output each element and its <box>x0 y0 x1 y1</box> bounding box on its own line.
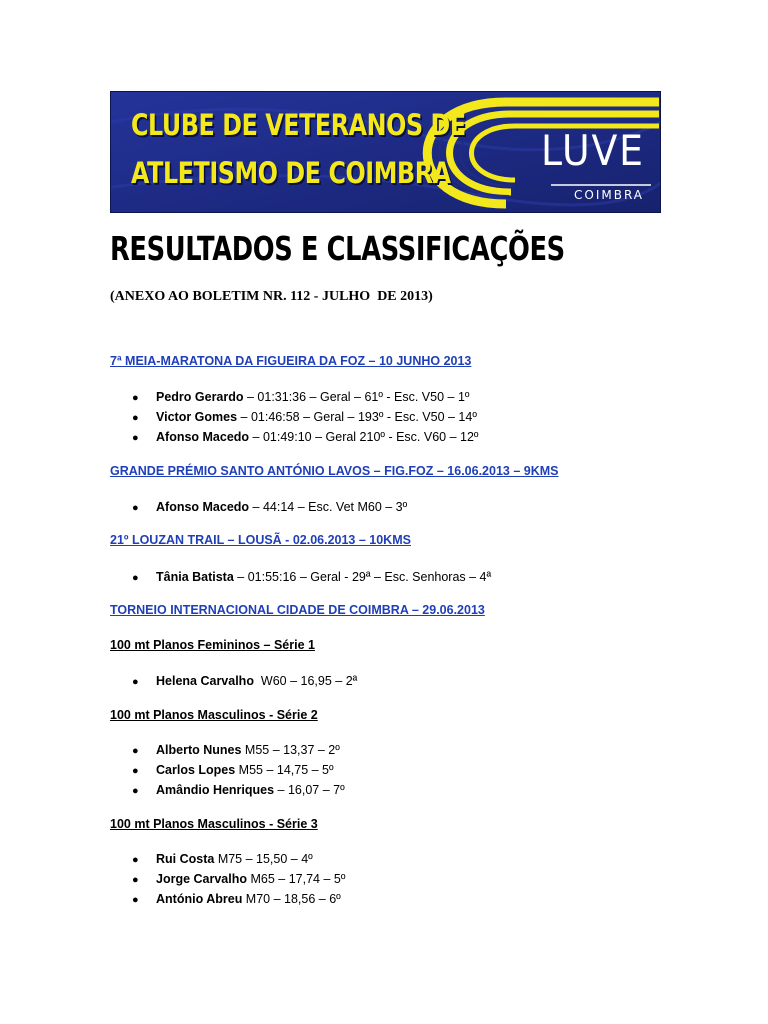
section-heading[interactable]: TORNEIO INTERNACIONAL CIDADE DE COIMBRA – 29.06.2013 <box>110 603 485 617</box>
bullet-icon: ● <box>132 745 139 757</box>
logo-subtext: COIMBRA <box>574 188 645 202</box>
bullet-icon: ● <box>132 765 139 777</box>
list-item: ● Carlos Lopes M55 – 14,75 – 5º <box>132 763 334 777</box>
list-item: ● Rui Costa M75 – 15,50 – 4º <box>132 852 313 866</box>
list-item: ● Tânia Batista – 01:55:16 – Geral - 29ª – Esc. Senhoras – 4ª <box>132 570 492 584</box>
section-heading[interactable]: 7ª MEIA-MARATONA DA FIGUEIRA DA FOZ – 10 JUNHO 2013 <box>110 354 472 368</box>
bullet-icon: ● <box>132 572 139 584</box>
list-item: ● Pedro Gerardo – 01:31:36 – Geral – 61º - Esc. V50 – 1º <box>132 390 470 404</box>
list-item: ● Helena Carvalho W60 – 16,95 – 2ª <box>132 674 358 688</box>
banner-line-2: ATLETISMO DE COIMBRA <box>131 156 451 190</box>
bullet-icon: ● <box>132 412 139 424</box>
sub-heading: 100 mt Planos Femininos – Série 1 <box>110 638 315 652</box>
bullet-icon: ● <box>132 392 139 404</box>
page-title: RESULTADOS E CLASSIFICAÇÕES <box>110 229 565 268</box>
sub-heading: 100 mt Planos Masculinos - Série 3 <box>110 817 318 831</box>
club-banner <box>110 91 661 213</box>
list-item: ● Amândio Henriques – 16,07 – 7º <box>132 783 345 797</box>
bullet-icon: ● <box>132 676 139 688</box>
bullet-icon: ● <box>132 894 139 906</box>
bullet-icon: ● <box>132 854 139 866</box>
bullet-icon: ● <box>132 874 139 886</box>
page-subtitle: (ANEXO AO BOLETIM NR. 112 - JULHO DE 2013) <box>110 289 433 304</box>
bullet-icon: ● <box>132 785 139 797</box>
list-item: ● Victor Gomes – 01:46:58 – Geral – 193º - Esc. V50 – 14º <box>132 410 477 424</box>
list-item: ● Jorge Carvalho M65 – 17,74 – 5º <box>132 872 346 886</box>
list-item: ● Alberto Nunes M55 – 13,37 – 2º <box>132 743 340 757</box>
bullet-icon: ● <box>132 502 139 514</box>
logo-text: LUVE <box>541 126 645 175</box>
list-item: ● António Abreu M70 – 18,56 – 6º <box>132 892 341 906</box>
list-item: ● Afonso Macedo – 01:49:10 – Geral 210º - Esc. V60 – 12º <box>132 430 479 444</box>
banner-line-1: CLUBE DE VETERANOS DE <box>131 108 466 142</box>
list-item: ● Afonso Macedo – 44:14 – Esc. Vet M60 – 3º <box>132 500 408 514</box>
bullet-icon: ● <box>132 432 139 444</box>
section-heading[interactable]: GRANDE PRÉMIO SANTO ANTÓNIO LAVOS – FIG.FOZ – 16.06.2013 – 9KMS <box>110 464 559 478</box>
sub-heading: 100 mt Planos Masculinos - Série 2 <box>110 708 318 722</box>
section-heading[interactable]: 21º LOUZAN TRAIL – LOUSÃ - 02.06.2013 – 10KMS <box>110 533 411 547</box>
